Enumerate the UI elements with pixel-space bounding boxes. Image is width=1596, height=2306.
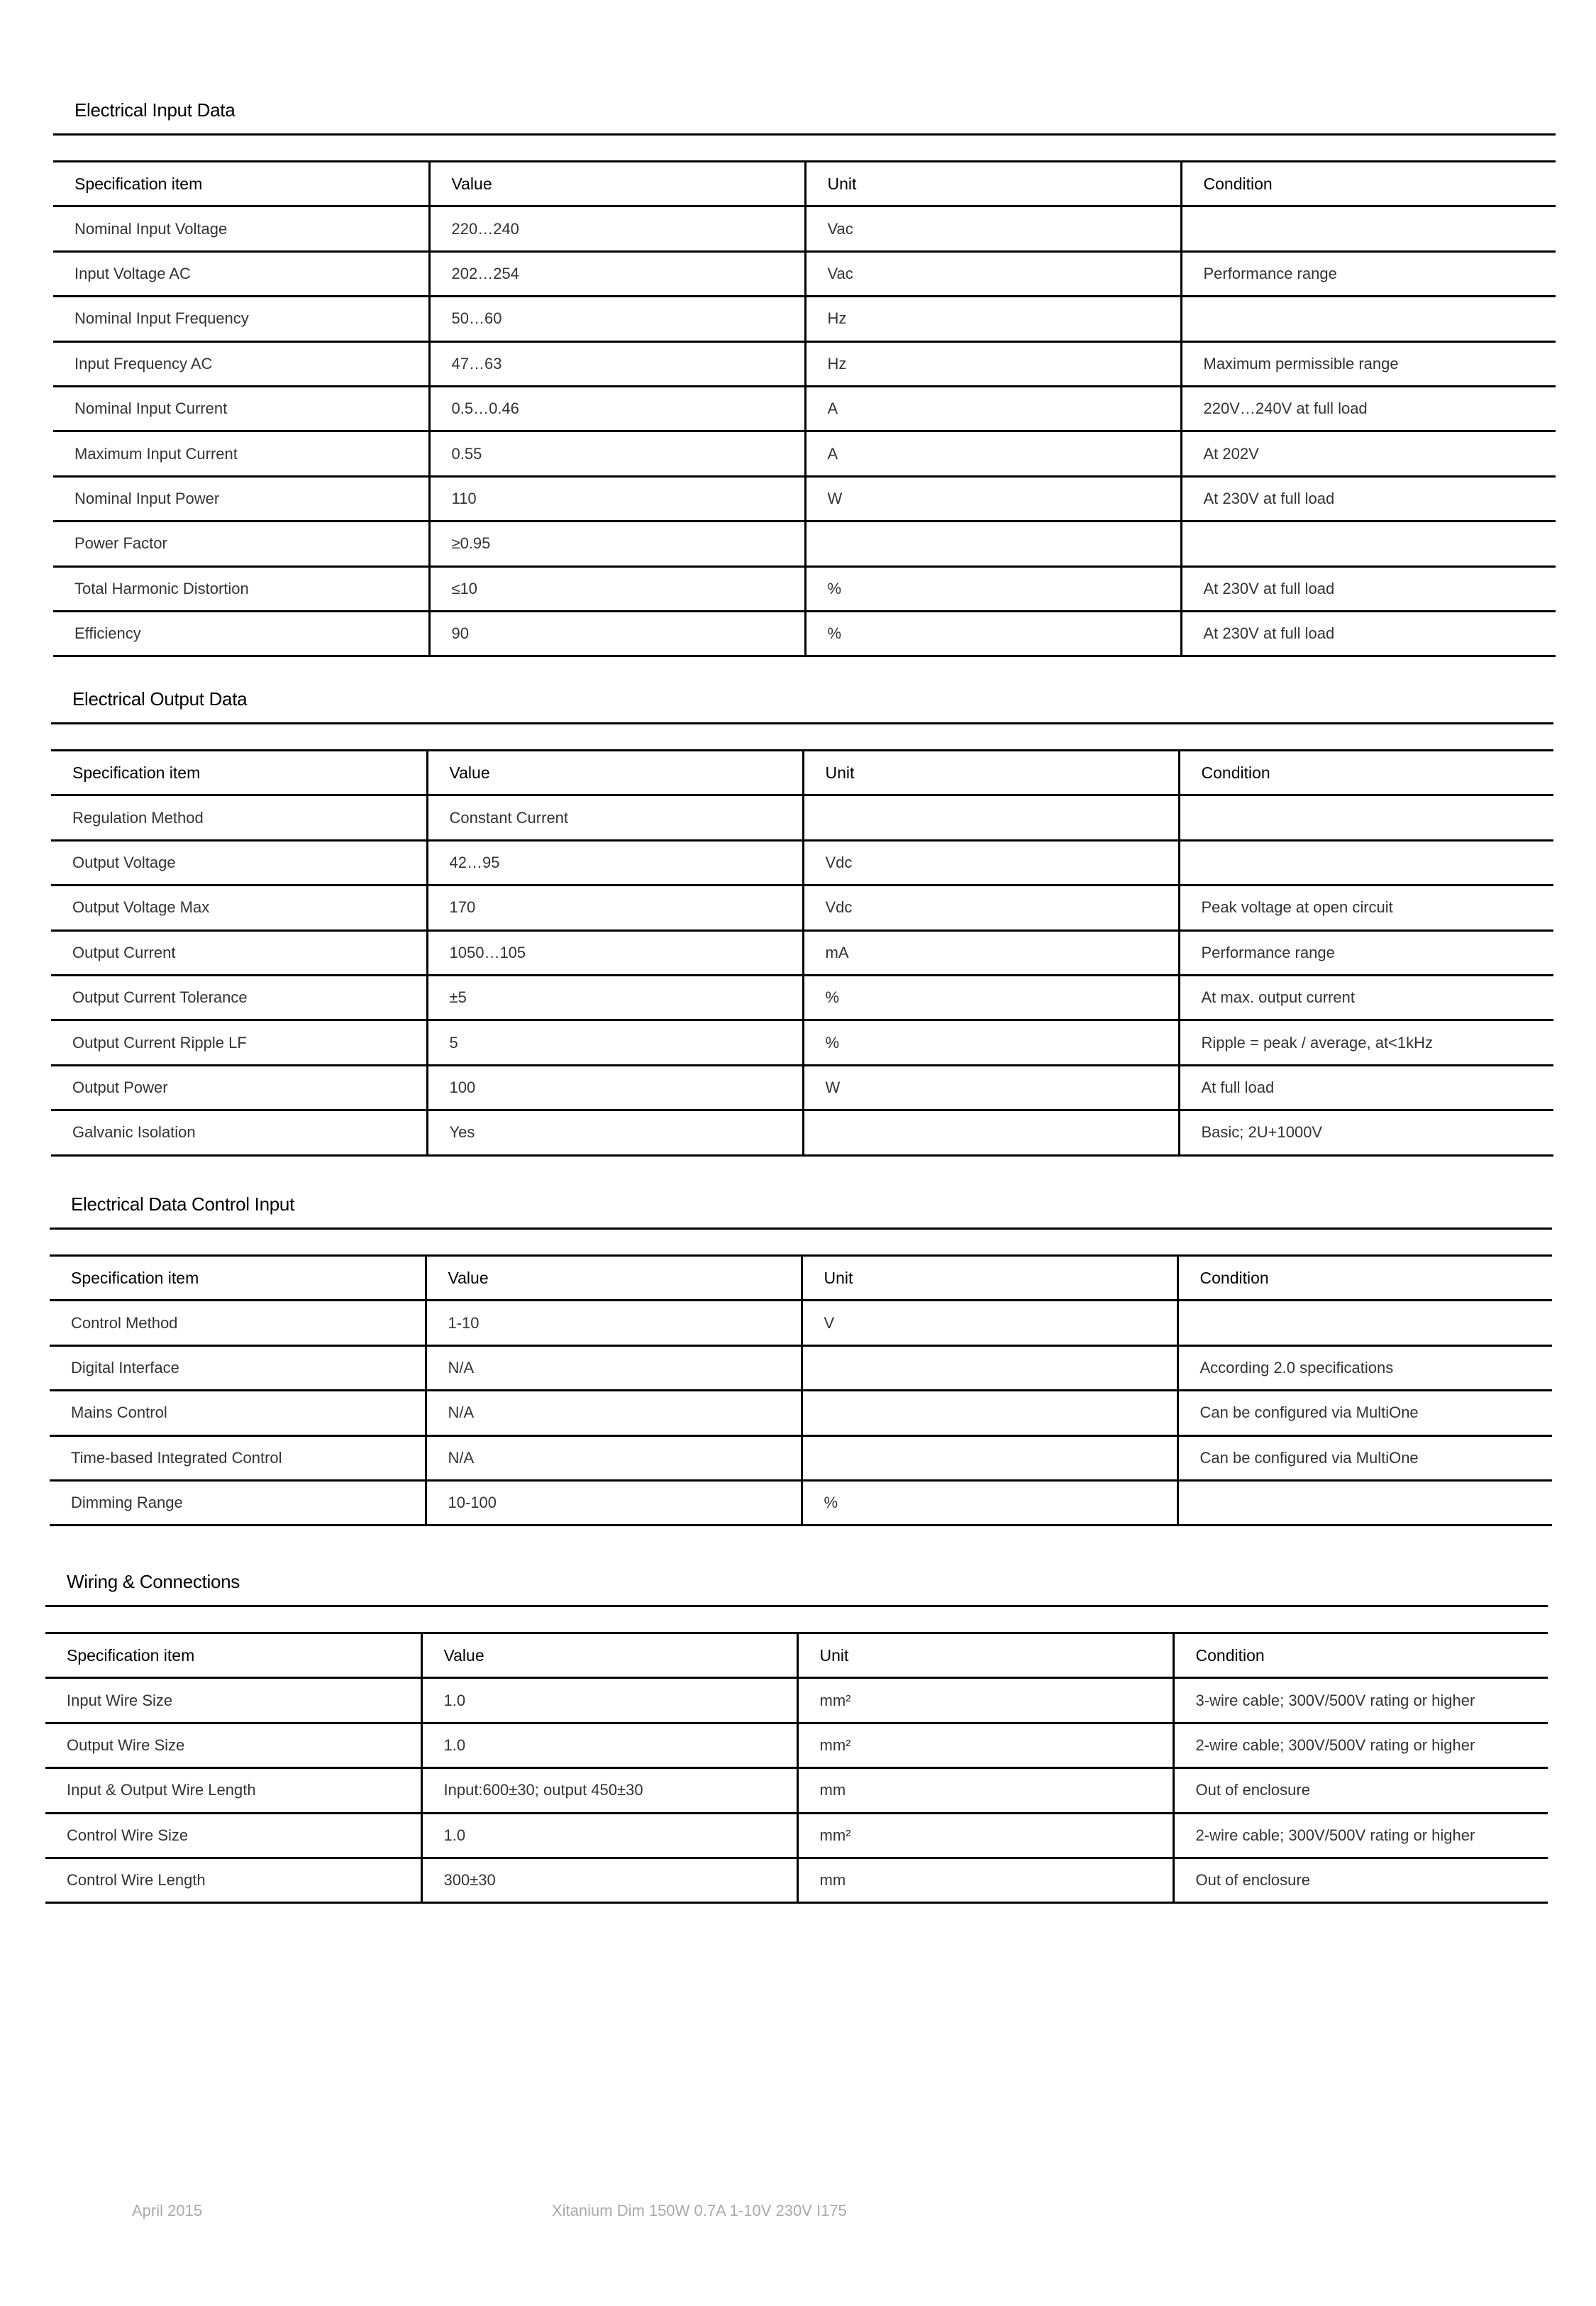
spec-item-cell: Nominal Input Current [53, 386, 429, 431]
value-cell: 1.0 [421, 1678, 797, 1723]
table-row [51, 1020, 1553, 1065]
unit-cell: % [803, 975, 1179, 1020]
condition-cell [1179, 840, 1553, 885]
value-cell: 90 [429, 611, 805, 656]
unit-cell: V [802, 1301, 1177, 1345]
footer-date: April 2015 [132, 2202, 203, 2219]
spec-item-cell: Output Current [51, 930, 427, 975]
table-row [45, 1678, 1548, 1723]
value-cell: 42…95 [427, 840, 803, 885]
spec-item-cell: Nominal Input Frequency [53, 297, 429, 341]
value-cell: 1050…105 [427, 930, 803, 975]
value-cell: 170 [427, 886, 803, 930]
table-row [53, 431, 1556, 476]
condition-cell: 220V…240V at full load [1181, 386, 1556, 431]
value-cell: Constant Current [427, 795, 803, 840]
table-row [53, 522, 1556, 566]
spec-item-cell: Output Voltage [51, 840, 427, 885]
value-cell: N/A [426, 1435, 802, 1480]
column-header: Condition [1179, 751, 1553, 795]
condition-cell [1181, 297, 1556, 341]
column-header: Specification item [45, 1633, 421, 1678]
table-header-row [53, 162, 1556, 206]
condition-cell: Out of enclosure [1173, 1768, 1548, 1813]
value-cell: Yes [427, 1110, 803, 1155]
spec-item-cell: Efficiency [53, 611, 429, 656]
spec-item-cell: Nominal Input Voltage [53, 206, 429, 251]
spec-item-cell: Power Factor [53, 522, 429, 566]
table-row [53, 206, 1556, 251]
condition-cell: Ripple = peak / average, at<1kHz [1179, 1020, 1553, 1065]
value-cell: N/A [426, 1391, 802, 1435]
unit-cell: W [805, 476, 1181, 521]
condition-cell: Out of enclosure [1173, 1858, 1548, 1902]
unit-cell: % [802, 1480, 1177, 1525]
table-row [53, 611, 1556, 656]
table-row [50, 1391, 1552, 1435]
value-cell: 1.0 [421, 1813, 797, 1858]
value-cell: N/A [426, 1345, 802, 1390]
column-header: Specification item [50, 1256, 426, 1301]
value-cell: 47…63 [429, 341, 805, 386]
column-header: Specification item [51, 751, 427, 795]
footer-product-name: Xitanium Dim 150W 0.7A 1-10V 230V I175 [552, 2202, 847, 2219]
column-header: Condition [1181, 162, 1556, 206]
spec-item-cell: Input Frequency AC [53, 341, 429, 386]
table-row [50, 1435, 1552, 1480]
spec-item-cell: Output Current Ripple LF [51, 1020, 427, 1065]
spec-item-cell: Input Voltage AC [53, 251, 429, 296]
spec-table [51, 749, 1553, 1157]
unit-cell: Vac [805, 206, 1181, 251]
value-cell: Input:600±30; output 450±30 [421, 1768, 797, 1813]
column-header: Specification item [53, 162, 429, 206]
unit-cell: mm² [797, 1723, 1173, 1767]
unit-cell [802, 1391, 1177, 1435]
unit-cell: Hz [805, 341, 1181, 386]
table-row [51, 886, 1553, 930]
spec-table [50, 1254, 1552, 1526]
value-cell: 110 [429, 476, 805, 521]
condition-cell: At full load [1179, 1065, 1553, 1110]
spec-item-cell: Control Wire Size [45, 1813, 421, 1858]
condition-cell: According 2.0 specifications [1177, 1345, 1552, 1390]
condition-cell: Basic; 2U+1000V [1179, 1110, 1553, 1155]
column-header: Condition [1177, 1256, 1552, 1301]
column-header: Unit [803, 751, 1179, 795]
spec-item-cell: Nominal Input Power [53, 476, 429, 521]
unit-cell [802, 1345, 1177, 1390]
table-header-row [50, 1256, 1552, 1301]
condition-cell: At 230V at full load [1181, 476, 1556, 521]
spec-item-cell: Output Current Tolerance [51, 975, 427, 1020]
unit-cell: Vdc [803, 886, 1179, 930]
spec-item-cell: Time-based Integrated Control [50, 1435, 426, 1480]
table-row [53, 566, 1556, 611]
spec-table [45, 1632, 1548, 1904]
condition-cell: Can be configured via MultiOne [1177, 1435, 1552, 1480]
section-divider [51, 722, 1553, 724]
value-cell: 1.0 [421, 1723, 797, 1767]
value-cell: 10-100 [426, 1480, 802, 1525]
value-cell: ≥0.95 [429, 522, 805, 566]
table-row [53, 476, 1556, 521]
unit-cell [803, 795, 1179, 840]
value-cell: 5 [427, 1020, 803, 1065]
unit-cell: Vdc [803, 840, 1179, 885]
spec-item-cell: Regulation Method [51, 795, 427, 840]
unit-cell: W [803, 1065, 1179, 1110]
unit-cell: A [805, 431, 1181, 476]
condition-cell: At 230V at full load [1181, 566, 1556, 611]
table-row [53, 341, 1556, 386]
table-row [50, 1301, 1552, 1345]
unit-cell: A [805, 386, 1181, 431]
spec-item-cell: Total Harmonic Distortion [53, 566, 429, 611]
table-row [51, 930, 1553, 975]
condition-cell [1177, 1301, 1552, 1345]
section-divider [50, 1228, 1552, 1230]
unit-cell: % [805, 611, 1181, 656]
spec-item-cell: Dimming Range [50, 1480, 426, 1525]
column-header: Unit [802, 1256, 1177, 1301]
value-cell: 300±30 [421, 1858, 797, 1902]
condition-cell: At max. output current [1179, 975, 1553, 1020]
spec-item-cell: Control Method [50, 1301, 426, 1345]
section-title: Electrical Output Data [72, 688, 248, 710]
section-title: Electrical Input Data [74, 99, 235, 121]
column-header: Unit [797, 1633, 1173, 1678]
unit-cell: Hz [805, 297, 1181, 341]
condition-cell [1181, 522, 1556, 566]
condition-cell: 2-wire cable; 300V/500V rating or higher [1173, 1723, 1548, 1767]
condition-cell: Can be configured via MultiOne [1177, 1391, 1552, 1435]
table-row [53, 386, 1556, 431]
unit-cell: mm [797, 1768, 1173, 1813]
spec-item-cell: Galvanic Isolation [51, 1110, 427, 1155]
table-row [45, 1723, 1548, 1767]
spec-item-cell: Mains Control [50, 1391, 426, 1435]
column-header: Value [429, 162, 805, 206]
spec-item-cell: Output Voltage Max [51, 886, 427, 930]
condition-cell [1179, 795, 1553, 840]
unit-cell: % [803, 1020, 1179, 1065]
table-row [51, 795, 1553, 840]
unit-cell: Vac [805, 251, 1181, 296]
table-row [45, 1813, 1548, 1858]
condition-cell: Performance range [1179, 930, 1553, 975]
value-cell: 100 [427, 1065, 803, 1110]
value-cell: 0.5…0.46 [429, 386, 805, 431]
value-cell: 50…60 [429, 297, 805, 341]
unit-cell: mA [803, 930, 1179, 975]
column-header: Value [426, 1256, 802, 1301]
table-row [51, 975, 1553, 1020]
spec-item-cell: Output Wire Size [45, 1723, 421, 1767]
value-cell: ±5 [427, 975, 803, 1020]
table-row [45, 1768, 1548, 1813]
table-header-row [45, 1633, 1548, 1678]
table-header-row [51, 751, 1553, 795]
condition-cell: Peak voltage at open circuit [1179, 886, 1553, 930]
table-row [53, 297, 1556, 341]
table-row [51, 840, 1553, 885]
table-row [51, 1065, 1553, 1110]
spec-item-cell: Maximum Input Current [53, 431, 429, 476]
condition-cell: 3-wire cable; 300V/500V rating or higher [1173, 1678, 1548, 1723]
condition-cell: Performance range [1181, 251, 1556, 296]
section-title: Wiring & Connections [67, 1571, 240, 1592]
spec-item-cell: Output Power [51, 1065, 427, 1110]
table-row [50, 1345, 1552, 1390]
spec-item-cell: Input & Output Wire Length [45, 1768, 421, 1813]
section-title: Electrical Data Control Input [71, 1193, 295, 1215]
condition-cell: Maximum permissible range [1181, 341, 1556, 386]
unit-cell [802, 1435, 1177, 1480]
condition-cell: 2-wire cable; 300V/500V rating or higher [1173, 1813, 1548, 1858]
value-cell: 202…254 [429, 251, 805, 296]
unit-cell [803, 1110, 1179, 1155]
unit-cell: mm [797, 1858, 1173, 1902]
value-cell: 220…240 [429, 206, 805, 251]
table-row [50, 1480, 1552, 1525]
value-cell: 0.55 [429, 431, 805, 476]
table-row [51, 1110, 1553, 1155]
value-cell: 1-10 [426, 1301, 802, 1345]
spec-table [53, 160, 1556, 657]
condition-cell [1181, 206, 1556, 251]
unit-cell: % [805, 566, 1181, 611]
column-header: Condition [1173, 1633, 1548, 1678]
column-header: Value [427, 751, 803, 795]
column-header: Unit [805, 162, 1181, 206]
section-divider [53, 133, 1556, 136]
unit-cell: mm² [797, 1813, 1173, 1858]
value-cell: ≤10 [429, 566, 805, 611]
spec-item-cell: Input Wire Size [45, 1678, 421, 1723]
condition-cell [1177, 1480, 1552, 1525]
unit-cell [805, 522, 1181, 566]
section-divider [45, 1605, 1548, 1607]
table-row [53, 251, 1556, 296]
column-header: Value [421, 1633, 797, 1678]
unit-cell: mm² [797, 1678, 1173, 1723]
spec-item-cell: Control Wire Length [45, 1858, 421, 1902]
spec-item-cell: Digital Interface [50, 1345, 426, 1390]
table-row [45, 1858, 1548, 1902]
condition-cell: At 230V at full load [1181, 611, 1556, 656]
condition-cell: At 202V [1181, 431, 1556, 476]
